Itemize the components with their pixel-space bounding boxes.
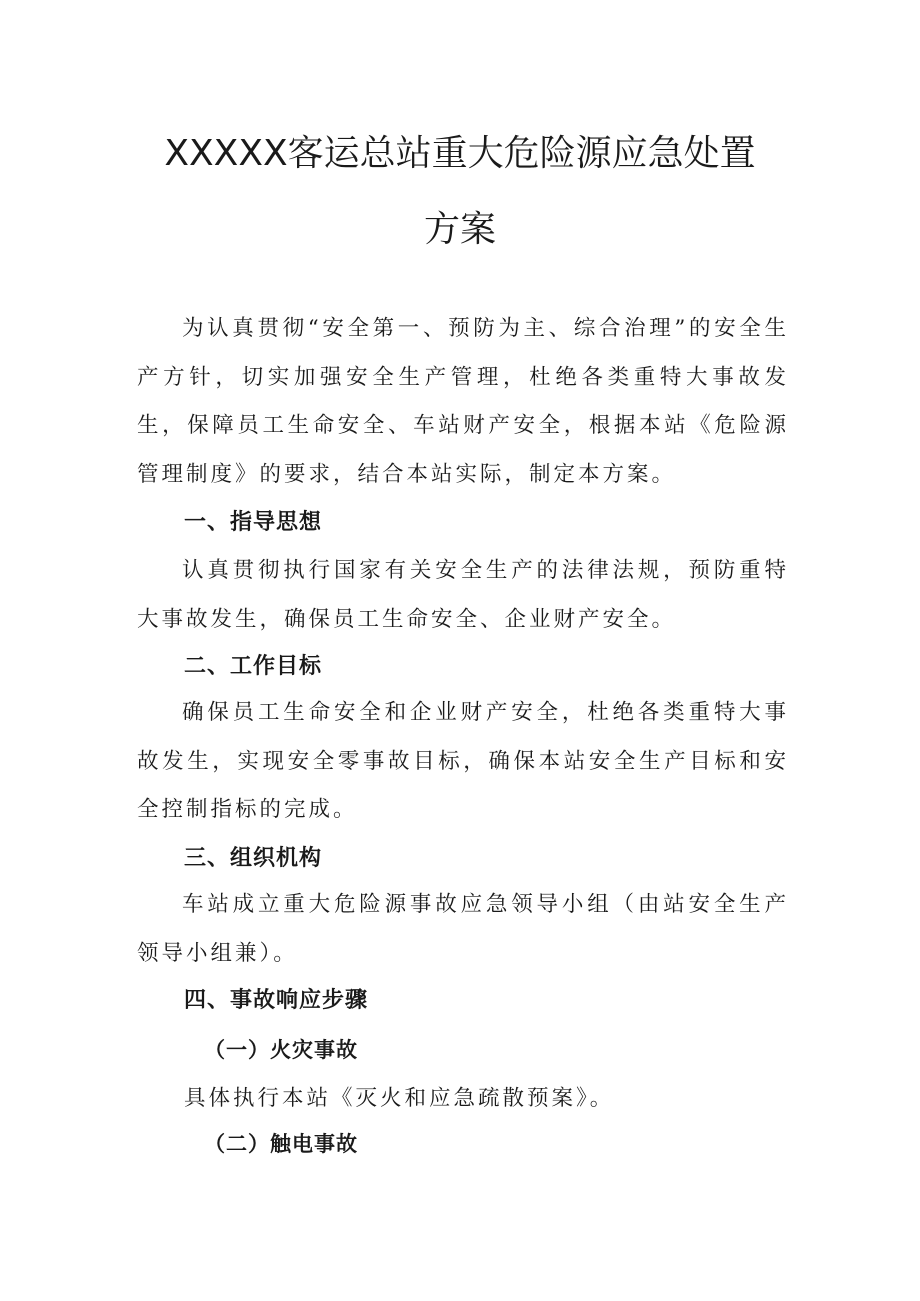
section-heading-organization: 三、组织机构 xyxy=(184,846,323,871)
subsection-heading-electric-shock: （二）触电事故 xyxy=(204,1132,358,1156)
subsection-heading-fire: （一）火灾事故 xyxy=(204,1038,358,1062)
document-title-line-2: 方案 xyxy=(423,209,496,250)
section-body-guiding-ideology: 认真贯彻执行国家有关安全生产的法律法规，预防重特大事故发生，确保员工生命安全、企业财产安全。 xyxy=(137,558,789,632)
section-heading-work-goals: 二、工作目标 xyxy=(184,654,323,679)
section-body-work-goals: 确保员工生命安全和企业财产安全，杜绝各类重特大事故发生，实现安全零事故目标，确保本站安全生产目标和安全控制指标的完成。 xyxy=(137,700,789,822)
section-heading-response-steps: 四、事故响应步骤 xyxy=(184,988,369,1013)
subsection-body-fire: 具体执行本站《灭火和应急疏散预案》。 xyxy=(184,1086,615,1111)
intro-paragraph: 为认真贯彻“安全第一、预防为主、综合治理”的安全生产方针，切实加强安全生产管理，杜绝各类重特大事故发生，保障员工生命安全、车站财产安全，根据本站《危险源管理制度》的要求，结合本站实际，制定本方案。 xyxy=(137,316,789,487)
section-body-organization: 车站成立重大危险源事故应急领导小组（由站安全生产领导小组兼）。 xyxy=(137,892,789,966)
document-title-line-1: XXXXX客运总站重大危险源应急处置 xyxy=(164,133,756,174)
section-heading-guiding-ideology: 一、指导思想 xyxy=(184,510,323,535)
